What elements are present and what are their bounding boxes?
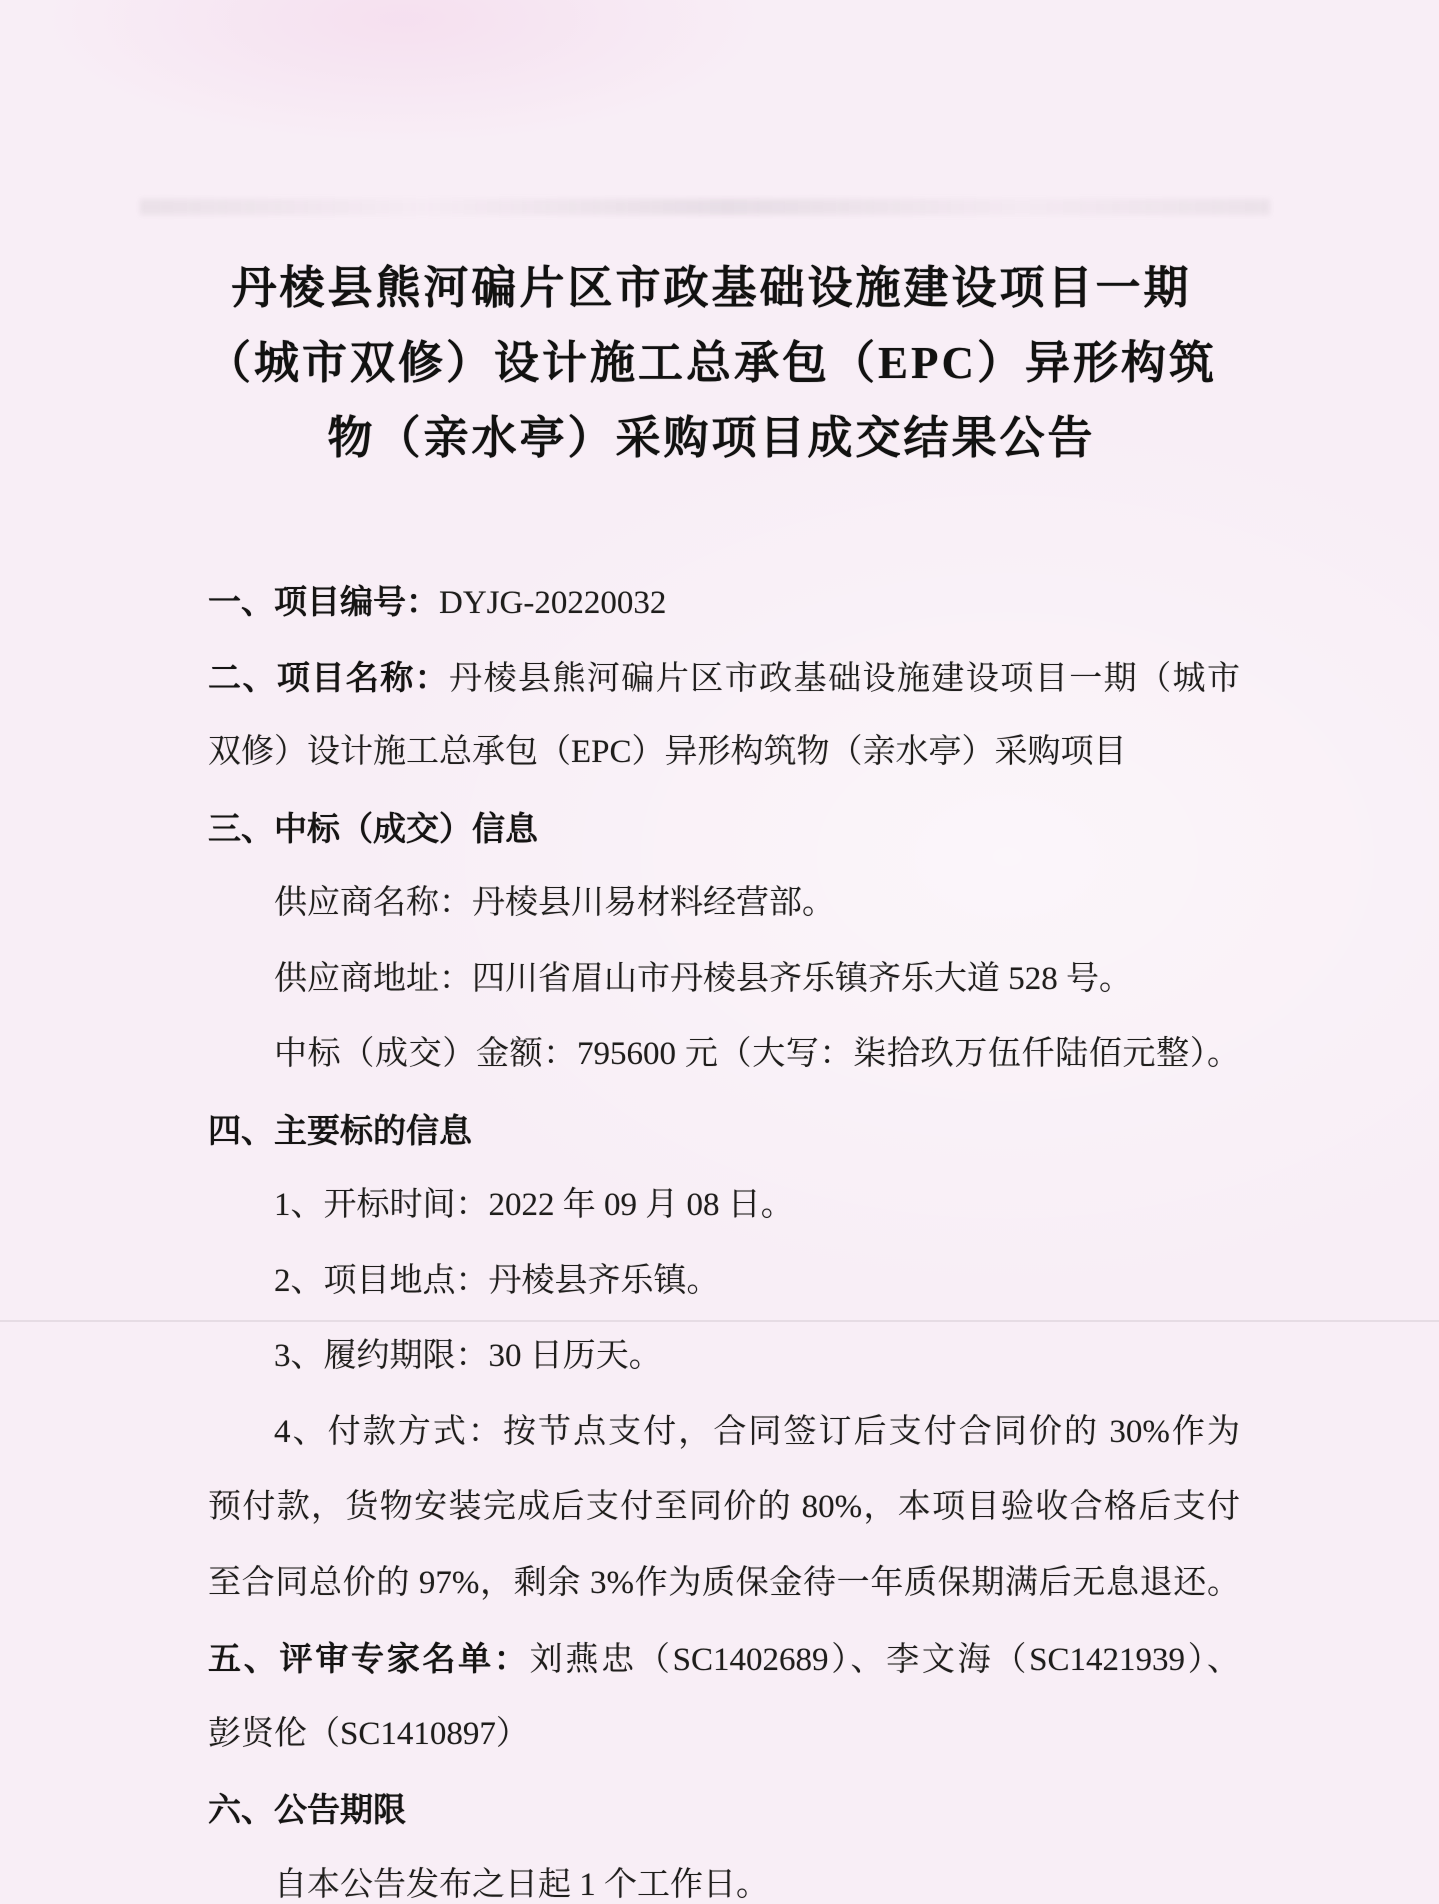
text-segment: 供应商名称：丹棱县川易材料经营部。	[274, 885, 835, 921]
line-payment-method-1	[208, 1395, 1240, 1471]
text-segment: 自本公告发布之日起 1 个工作日。	[274, 1866, 769, 1903]
line-award-amount	[208, 1017, 1240, 1093]
line-project-name-1	[208, 640, 1240, 716]
document-title-line-2: （城市双修）设计施工总承包（EPC）异形构筑	[205, 338, 1217, 388]
line-performance-period	[208, 1319, 1240, 1395]
heading-announcement-period	[208, 1772, 1240, 1848]
heading-main-subject-info	[208, 1093, 1240, 1169]
text-segment: 3、履约期限：30 日历天。	[274, 1338, 662, 1374]
line-announcement-period-value	[208, 1848, 1240, 1904]
document-title-line-3: 物（亲水亭）采购项目成交结果公告	[327, 413, 1096, 463]
heading-label: 一、项目编号：	[208, 583, 439, 620]
text-segment: 双修）设计施工总承包（EPC）异形构筑物（亲水亭）采购项目	[208, 734, 1127, 770]
line-project-number	[208, 564, 1240, 640]
line-project-name-2	[208, 715, 1240, 791]
heading-label: 六、公告期限	[208, 1791, 406, 1828]
text-segment: 预付款，货物安装完成后支付至同价的 80%，本项目验收合格后支付	[208, 1489, 1240, 1525]
heading-label: 四、主要标的信息	[208, 1111, 472, 1149]
line-payment-method-2	[208, 1470, 1240, 1546]
document-body	[208, 564, 1240, 1904]
text-segment: 1、开标时间：2022 年 09 月 08 日。	[274, 1187, 794, 1223]
line-supplier-address	[208, 942, 1240, 1018]
heading-label: 五、评审专家名单：	[208, 1640, 530, 1677]
document-title-line-1: 丹棱县熊河碥片区市政基础设施建设项目一期	[231, 263, 1192, 313]
line-supplier-name	[208, 866, 1240, 942]
text-segment: 4、付款方式：按节点支付，合同签订后支付合同价的 30%作为	[274, 1413, 1240, 1450]
heading-label: 三、中标（成交）信息	[208, 809, 538, 847]
line-expert-list-1	[208, 1621, 1240, 1697]
line-payment-method-3	[208, 1546, 1240, 1622]
text-segment: 供应商地址：四川省眉山市丹棱县齐乐镇齐乐大道 528 号。	[274, 960, 1132, 997]
text-segment: 丹棱县熊河碥片区市政基础设施建设项目一期（城市	[449, 660, 1241, 697]
text-segment: DYJG-20220032	[439, 585, 667, 621]
heading-label: 二、项目名称：	[208, 658, 450, 696]
line-bid-opening-time	[208, 1168, 1240, 1244]
text-segment: 2、项目地点：丹棱县齐乐镇。	[274, 1262, 720, 1299]
text-segment: 彭贤伦（SC1410897）	[208, 1715, 529, 1752]
text-segment: 中标（成交）金额：795600 元（大写：柒拾玖万伍仟陆佰元整）。	[274, 1036, 1240, 1072]
text-segment: 至合同总价的 97%，剩余 3%作为质保金待一年质保期满后无息退还。	[208, 1564, 1240, 1601]
heading-award-info	[208, 791, 1240, 867]
text-segment: 刘燕忠（SC1402689）、李文海（SC1421939）、	[529, 1642, 1240, 1678]
line-expert-list-2	[208, 1697, 1240, 1773]
line-project-location	[208, 1244, 1240, 1320]
document-title	[0, 0, 1431, 476]
